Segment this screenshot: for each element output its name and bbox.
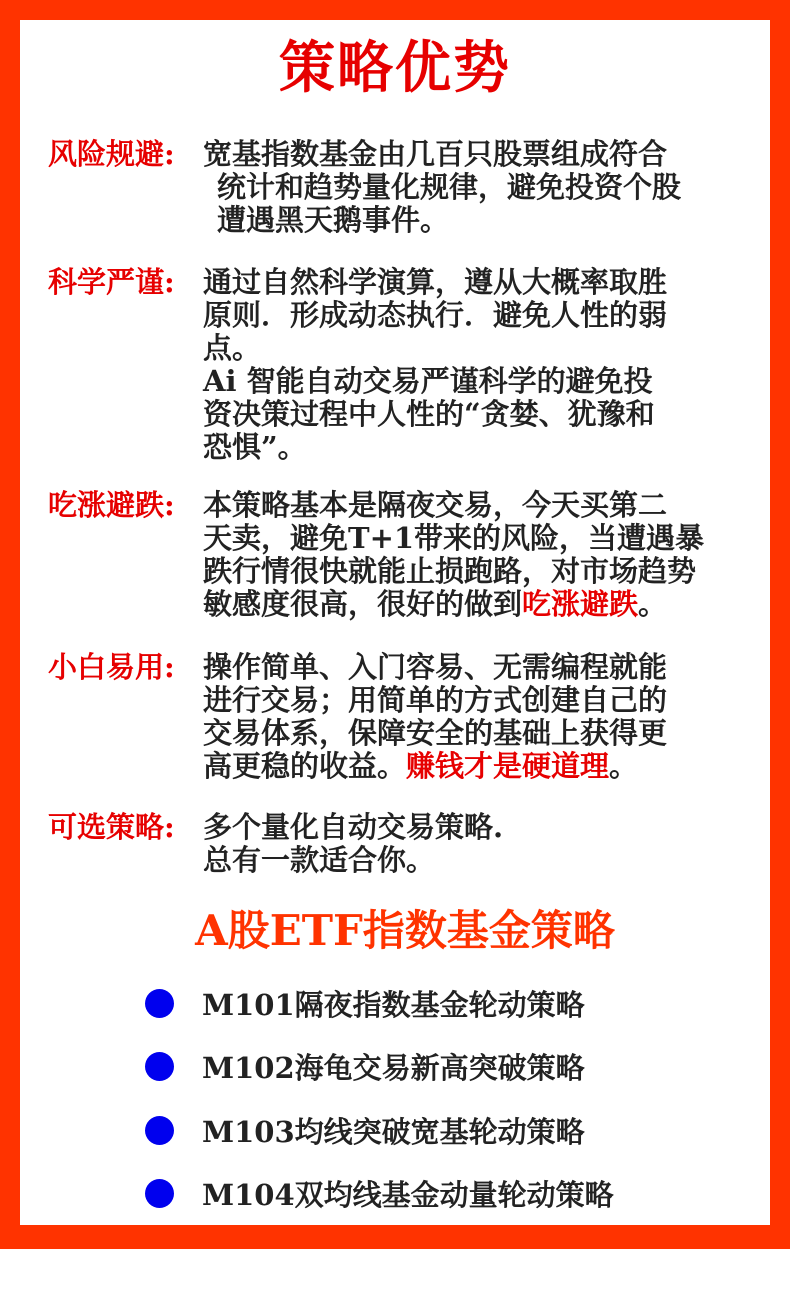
bullet-dot-icon <box>145 1116 174 1145</box>
bullet-dot-icon <box>145 989 174 1018</box>
bullet-dot-icon <box>145 1179 174 1208</box>
strategy-label: M101隔夜指数基金轮动策略 <box>202 987 585 1022</box>
strategy-label: M102海龟交易新高突破策略 <box>202 1050 585 1085</box>
section-body-easy <box>203 651 763 783</box>
text-line: 交易体系，保障安全的基础上获得更 <box>203 716 668 750</box>
text-line: 天卖，避免T+1带来的风险，当遭遇暴 <box>203 521 705 555</box>
section-label-risk: 风险规避: <box>48 137 175 171</box>
strategy-label: M104双均线基金动量轮动策略 <box>202 1177 614 1212</box>
strategy-label: M103均线突破宽基轮动策略 <box>202 1114 585 1149</box>
text-line: 总有一款适合你。 <box>203 843 436 877</box>
section-label-options: 可选策略: <box>48 810 175 844</box>
section-body-risk <box>203 138 763 237</box>
strategy-item <box>145 1046 585 1086</box>
text-line: 多个量化自动交易策略. <box>203 810 504 844</box>
text-segment: 敏感度很高，很好的做到 <box>203 587 523 621</box>
strategy-item <box>145 1110 585 1150</box>
text-line: 跌行情很快就能止损跑路，对市场趋势 <box>203 554 697 588</box>
section-body-options <box>203 811 763 877</box>
text-line: 资决策过程中人性的“贪婪、犹豫和 <box>203 397 655 431</box>
strategy-item <box>145 1173 614 1213</box>
text-line: 本策略基本是隔夜交易，今天买第二 <box>203 488 668 522</box>
section-label-easy: 小白易用: <box>48 650 175 684</box>
section-body-science <box>203 266 763 464</box>
text-line <box>203 588 763 621</box>
text-line: 原则．形成动态执行．避免人性的弱 <box>203 298 668 332</box>
highlight-text: 吃涨避跌 <box>522 587 639 621</box>
section-body-trend <box>203 489 763 621</box>
text-segment: 高更稳的收益。 <box>203 749 407 783</box>
text-line <box>203 750 763 783</box>
text-line: 通过自然科学演算，遵从大概率取胜 <box>203 265 668 299</box>
highlight-text: 赚钱才是硬道理 <box>406 749 610 783</box>
text-line: 点。 <box>203 331 262 365</box>
text-segment: 。 <box>609 749 639 783</box>
text-line: 操作简单、入门容易、无需编程就能 <box>203 650 668 684</box>
section-label-trend: 吃涨避跌: <box>48 488 175 522</box>
page-title: 策略优势 <box>279 35 511 101</box>
section-label-science: 科学严谨: <box>48 265 175 299</box>
text-line: 进行交易；用简单的方式创建自己的 <box>203 683 668 717</box>
text-line: Ai 智能自动交易严谨科学的避免投 <box>203 364 653 398</box>
text-line: 统计和趋势量化规律，避免投资个股 <box>217 170 682 204</box>
text-line: 宽基指数基金由几百只股票组成符合 <box>203 137 668 171</box>
strategy-item <box>145 983 585 1023</box>
bullet-dot-icon <box>145 1052 174 1081</box>
text-line: 恐惧”。 <box>203 430 307 464</box>
strategy-heading: A股ETF指数基金策略 <box>195 906 615 955</box>
text-line: 遭遇黑天鹅事件。 <box>217 203 450 237</box>
text-segment: 。 <box>638 587 668 621</box>
